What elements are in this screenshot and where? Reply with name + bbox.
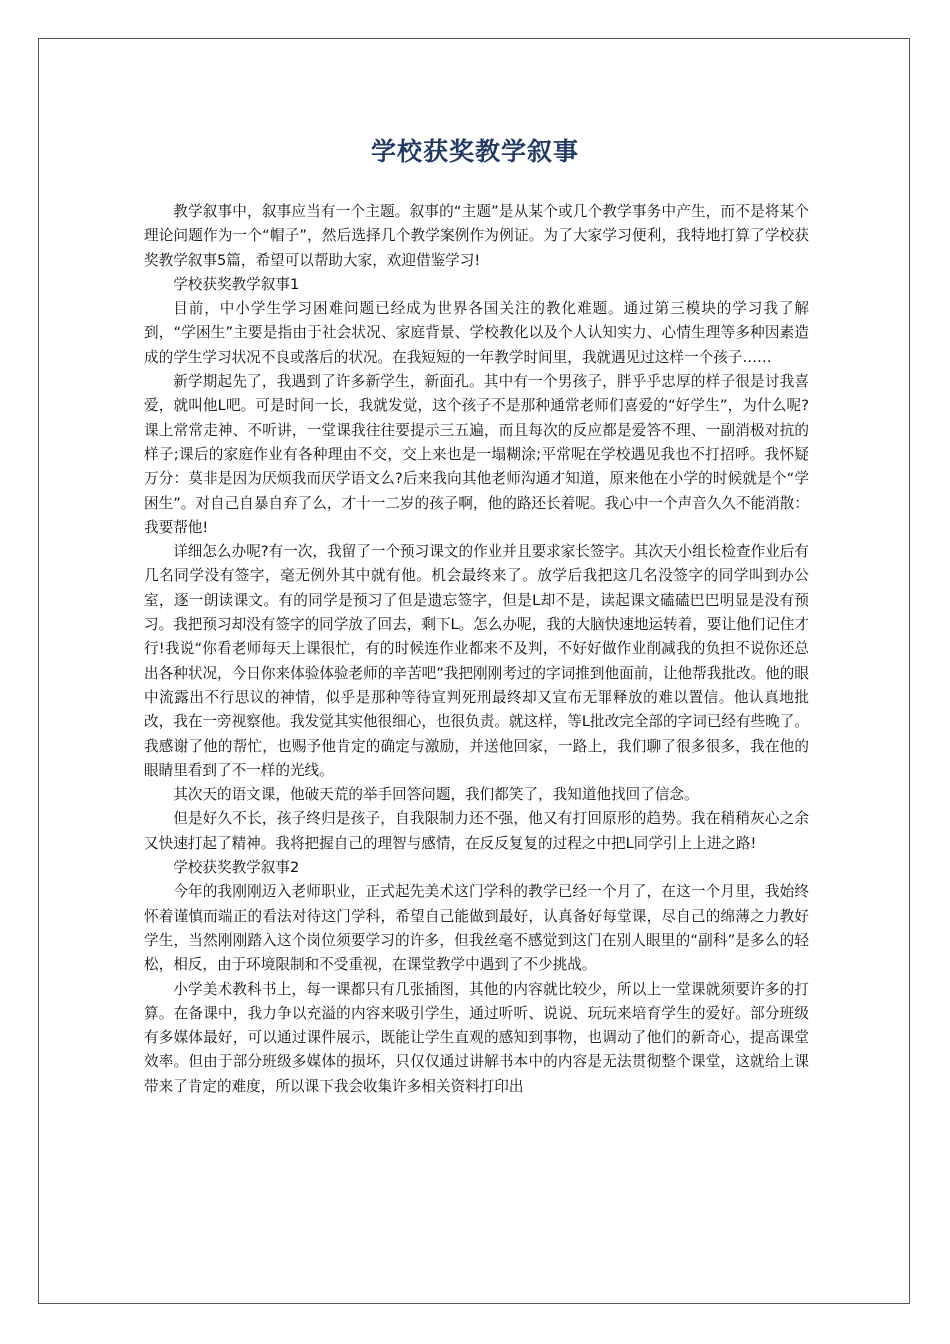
body-paragraph: 小学美术教科书上，每一课都只有几张插图，其他的内容就比较少，所以上一堂课就须要许多的打算。在备课中，我力争以充溢的内容来吸引学生，通过听听、说说、玩玩来培育学生的爱好。部分班级有多媒体最好，可以通过课件展示，既能让学生直观的感知到事物，也调动了他们的新奇心，提高课堂效率。但由于部分班级多媒体的损坏，只仅仅通过讲解书本中的内容是无法贯彻整个课堂，这就给上课带来了肯定的难度，所以课下我会收集许多相关资料打印出 — [144, 980, 809, 1095]
body-paragraph: 目前，中小学生学习困难问题已经成为世界各国关注的教化难题。通过第三模块的学习我了解到，“学困生”主要是指由于社会状况、家庭背景、学校教化以及个人认知实力、心情生理等多种因素造成的学生学习状况不良或落后的状况。在我短短的一年教学时间里，我就遇见过这样一个孩子…… — [144, 300, 809, 366]
body-paragraph: 今年的我刚刚迈入老师职业，正式起先美术这门学科的教学已经一个月了，在这一个月里，我始终怀着谨慎而端正的看法对待这门学科，希望自己能做到最好，认真备好每堂课，尽自己的绵薄之力教好学生，当然刚刚踏入这个岗位须要学习的许多，但我丝毫不感觉到这门在别人眼里的“副科”是多么的轻松，相反，由于环境限制和不受重视，在课堂教学中遇到了不少挑战。 — [144, 883, 809, 974]
document-body — [144, 200, 809, 1099]
intro-paragraph: 教学叙事中，叙事应当有一个主题。叙事的“主题”是从某个或几个教学事务中产生，而不是将某个理论问题作为一个“帽子”，然后选择几个教学案例作为例证。为了大家学习便利，我特地打算了学校获奖教学叙事5篇，希望可以帮助大家，欢迎借鉴学习! — [144, 203, 809, 269]
body-paragraph: 其次天的语文课，他破天荒的举手回答问题，我们都笑了，我知道他找回了信念。 — [173, 786, 699, 804]
body-paragraph: 详细怎么办呢?有一次，我留了一个预习课文的作业并且要求家长签字。其次天小组长检查作业后有几名同学没有签字，毫无例外其中就有他。机会最终来了。放学后我把这几名没签字的同学叫到办公室，逐一朗读课文。有的同学是预习了但是遗忘签字，但是L却不是，读起课文磕磕巴巴明显是没有预习。我把预习却没有签字的同学放了回去，剩下L。怎么办呢，我的大脑快速地运转着，要让他们记住才行!我说“你看老师每天上课很忙，有的时候连作业都来不及判，不好好做作业削减我的负担不说你还总出各种状况，今日你来体验体验老师的辛苦吧”我把刚刚考过的字词推到他面前，让他帮我批改。他的眼中流露出不行思议的神情，似乎是那种等待宣判死刑最终却又宣布无罪释放的难以置信。他认真地批改，我在一旁视察他。我发觉其实他很细心，也很负责。就这样，等L批改完全部的字词已经有些晚了。我感谢了他的帮忙，也赐予他肯定的确定与激励，并送他回家，一路上，我们聊了很多很多，我在他的眼睛里看到了不一样的光线。 — [144, 543, 809, 779]
document-title: 学校获奖教学叙事 — [370, 137, 579, 166]
section-heading-1: 学校获奖教学叙事1 — [173, 275, 300, 293]
body-paragraph: 新学期起先了，我遇到了许多新学生，新面孔。其中有一个男孩子，胖乎乎忠厚的样子很是讨我喜爱，就叫他L吧。可是时间一长，我就发觉，这个孩子不是那种通常老师们喜爱的“好学生”，为什么呢?课上常常走神、不听讲，一堂课我往往要提示三五遍，而且每次的反应都是爱答不理、一副消极对抗的样子;课后的家庭作业有各种理由不交，交上来也是一塌糊涂;平常呢在学校遇见我也不打招呼。我怀疑万分：莫非是因为厌烦我而厌学语文么?后来我向其他老师沟通才知道，原来他在小学的时候就是个“学困生”。对自己自暴自弃了么，才十一二岁的孩子啊，他的路还长着呢。我心中一个声音久久不能消散：我要帮他! — [144, 373, 809, 536]
section-heading-2: 学校获奖教学叙事2 — [173, 859, 300, 877]
body-paragraph: 但是好久不长，孩子终归是孩子，自我限制力还不强，他又有打回原形的趋势。我在稍稍灰心之余又快速打起了精神。我将把握自己的理智与感情，在反反复复的过程之中把L同学引上上进之路! — [144, 810, 809, 852]
